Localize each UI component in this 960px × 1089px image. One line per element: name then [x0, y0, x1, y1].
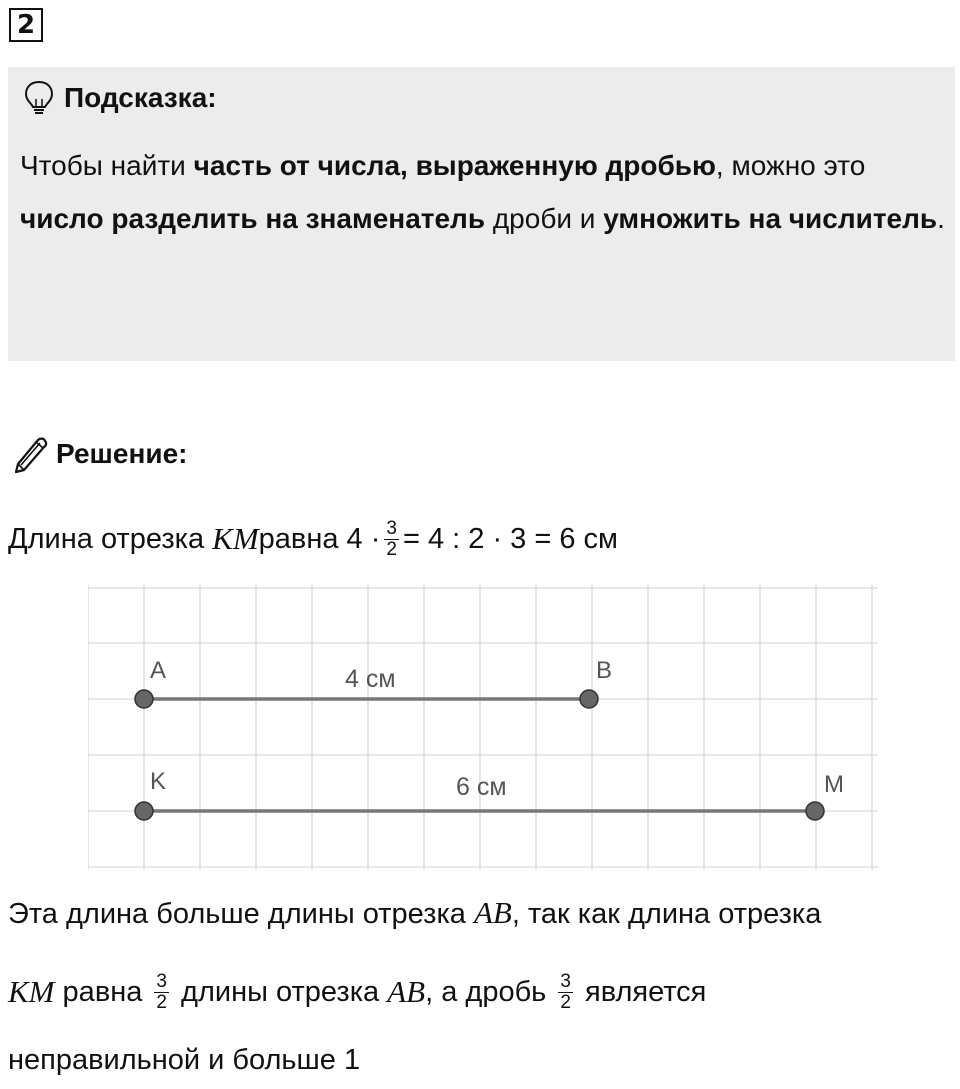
text: Эта длина больше длины отрезка: [8, 898, 474, 930]
label-k: K: [150, 768, 167, 795]
label-km-length: 6 см: [456, 773, 507, 801]
solution-line-4: неправильной и больше 1: [8, 1044, 361, 1076]
label-a: A: [150, 657, 167, 684]
hint-text: [20, 139, 945, 245]
fraction: [558, 972, 573, 1013]
hint-text-part: .: [937, 203, 945, 234]
fraction-numerator: 3: [386, 517, 397, 539]
hint-bold-part: часть от числа, выраженную дробью: [193, 150, 716, 181]
grid: [88, 585, 878, 870]
text: = 4 : 2 · 3 = 6 см: [402, 522, 618, 555]
solution-title: Решение:: [56, 438, 188, 469]
hint-text-part: , можно это: [715, 150, 866, 181]
pencil-icon: [10, 434, 50, 474]
fraction: [154, 972, 169, 1013]
label-m: M: [824, 771, 844, 798]
segment-var: KM: [212, 521, 259, 556]
segment-var: AB: [473, 895, 512, 930]
segment-diagram: [88, 585, 878, 870]
point-m: [806, 802, 824, 820]
segment-var: KM: [8, 974, 55, 1009]
hint-header: [22, 79, 217, 117]
hint-title: Подсказка:: [64, 82, 217, 113]
hint-bold-part: умножить на числитель: [603, 203, 938, 234]
task-number: 2: [9, 8, 43, 42]
hint-text-part: Чтобы найти: [20, 150, 194, 181]
segment-var: AB: [387, 974, 426, 1009]
text: равна: [54, 975, 151, 1008]
solution-line-3: [8, 960, 706, 1024]
fraction-numerator: 3: [156, 970, 167, 992]
hint-bold-part: число разделить на знаменатель: [20, 203, 486, 234]
hint-box: [8, 67, 955, 361]
text: равна 4 ·: [258, 522, 381, 555]
text: Длина отрезка: [8, 522, 205, 555]
point-b: [580, 690, 598, 708]
text: , так как длина отрезка: [511, 898, 822, 930]
fraction-denominator: 2: [156, 991, 167, 1013]
point-a: [135, 690, 153, 708]
fraction-numerator: 3: [560, 970, 571, 992]
fraction-denominator: 2: [560, 991, 571, 1013]
label-b: B: [596, 657, 613, 684]
text: , а дробь: [425, 975, 555, 1008]
solution-line-1: [8, 507, 618, 571]
solution-line-2: [8, 895, 821, 931]
fraction-denominator: 2: [386, 538, 397, 560]
point-k: [135, 802, 153, 820]
lightbulb-icon: [22, 79, 56, 117]
text: длины отрезка: [173, 975, 388, 1008]
hint-text-part: дроби и: [485, 203, 604, 234]
fraction: [384, 519, 399, 560]
solution-header: [10, 434, 187, 474]
label-ab-length: 4 см: [345, 665, 396, 693]
text: является: [576, 975, 707, 1008]
